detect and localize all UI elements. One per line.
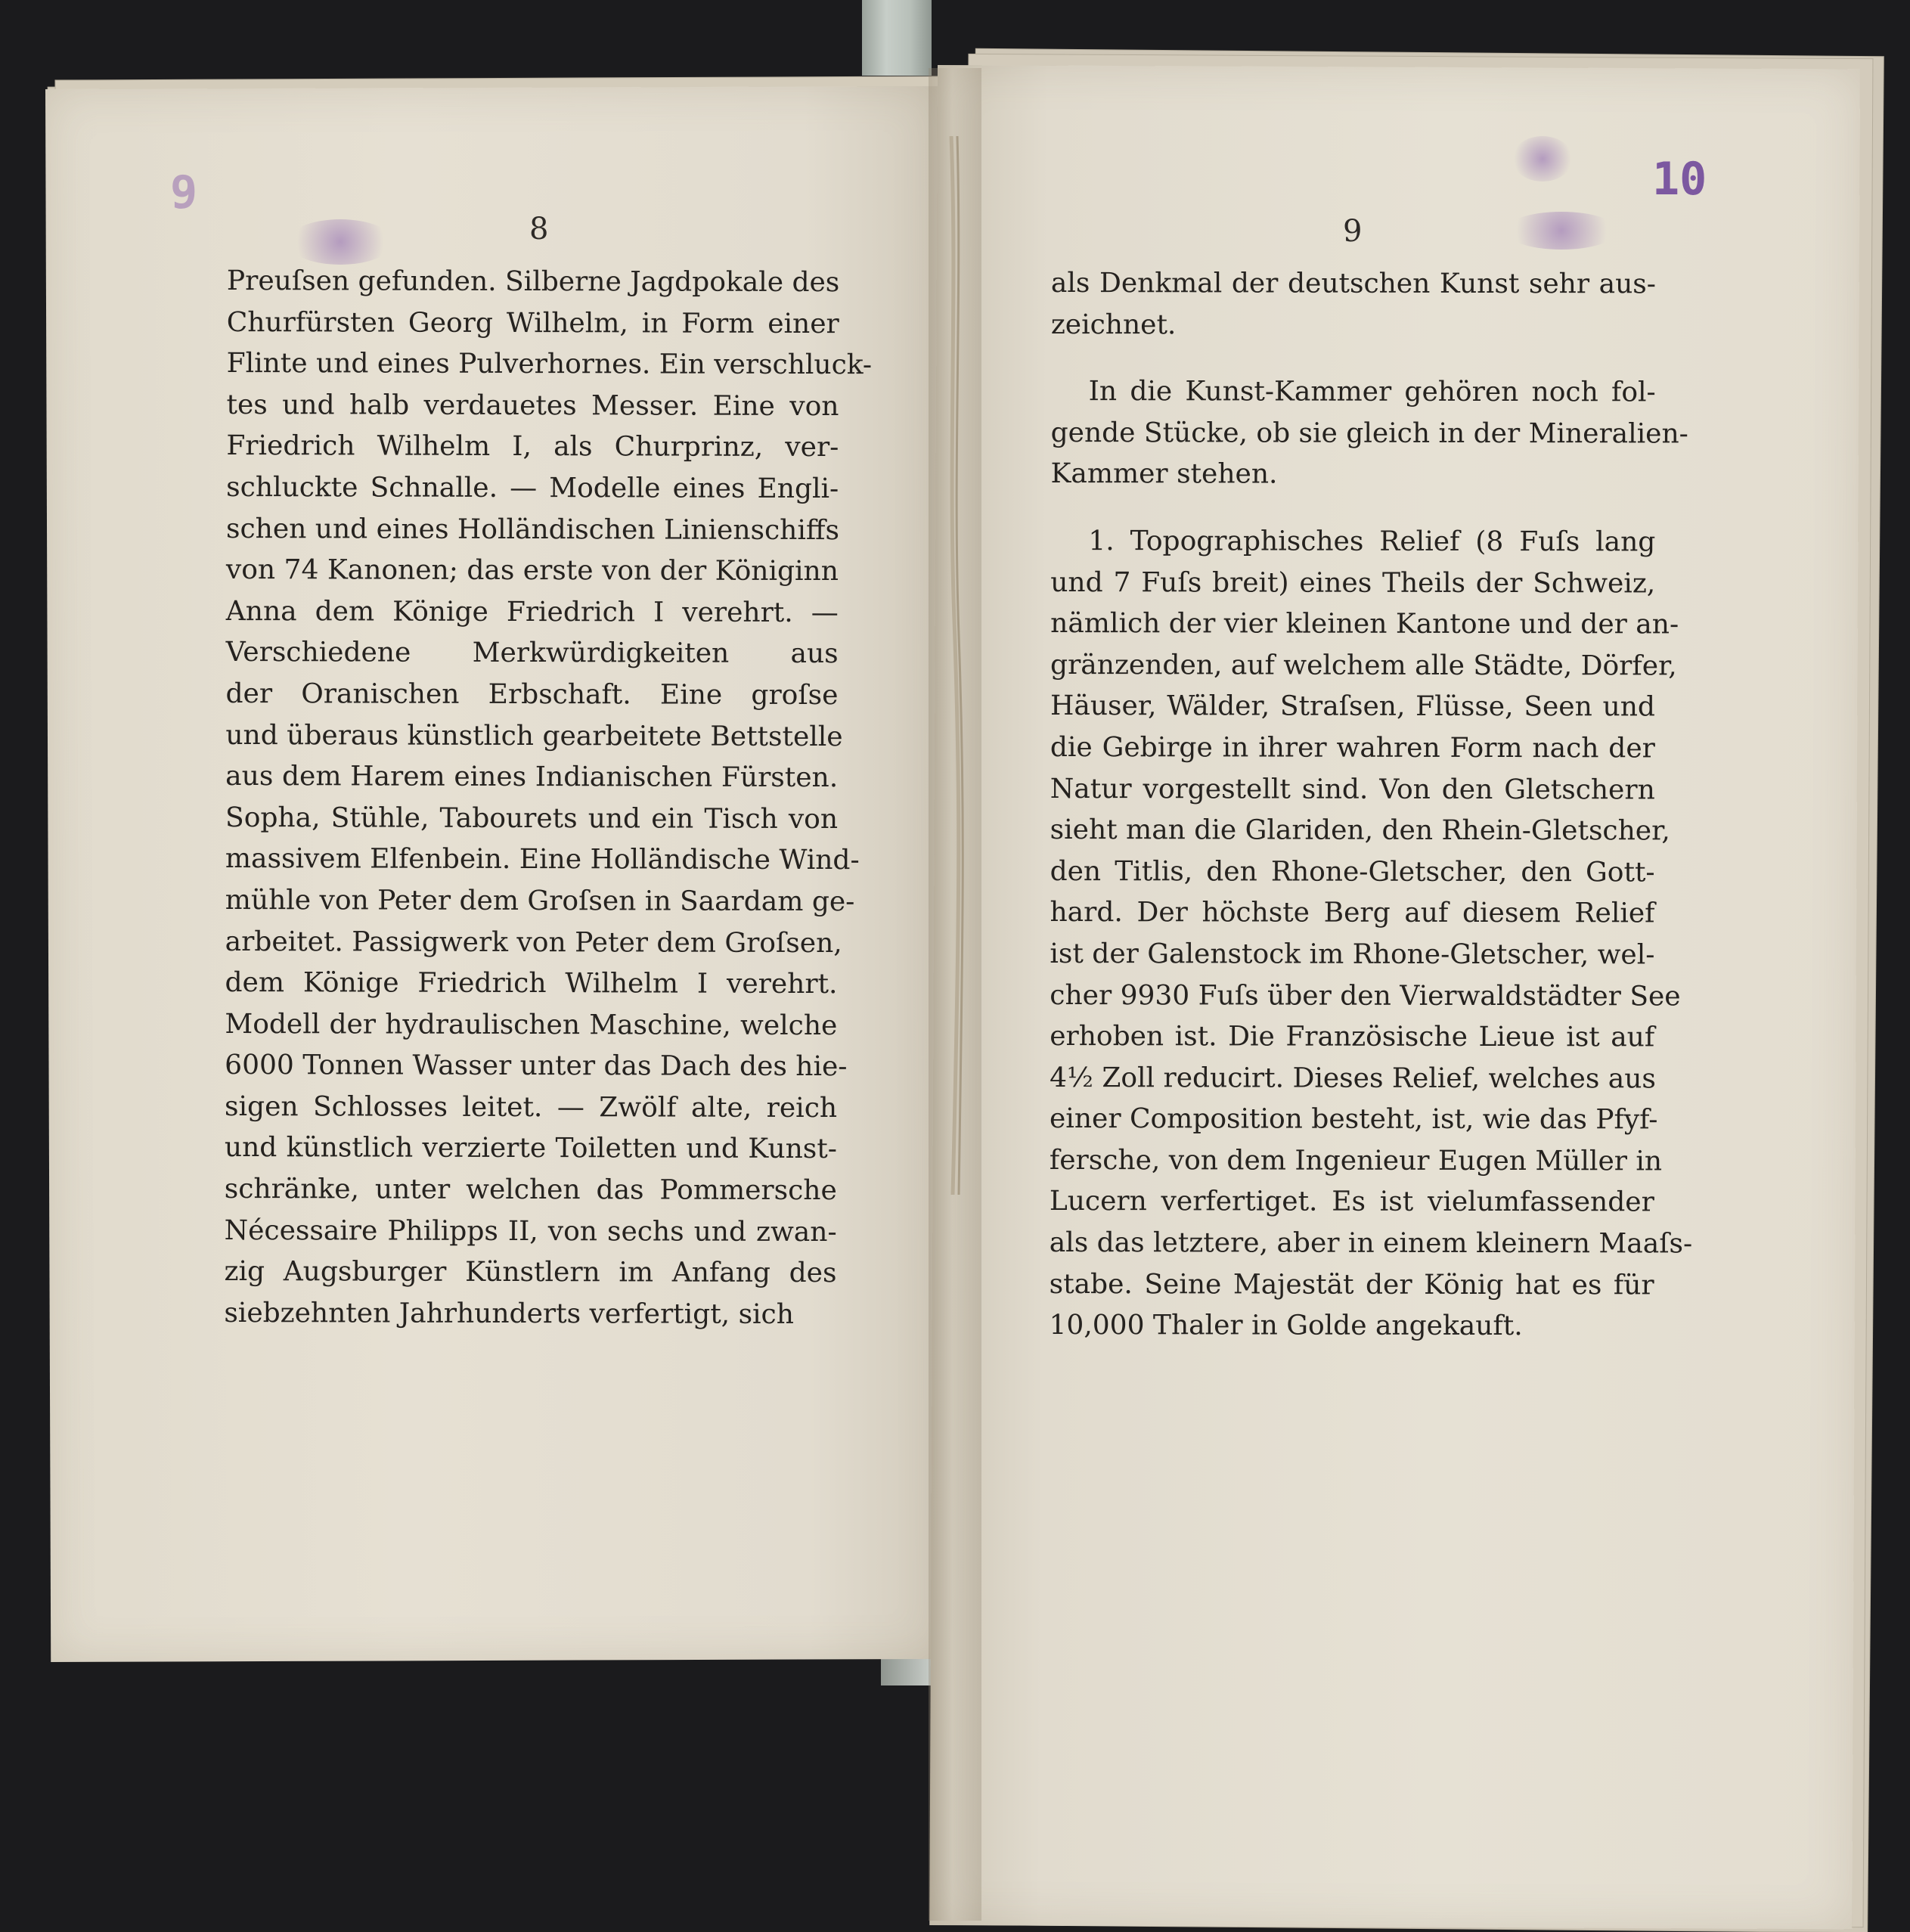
- ink-smudge: [1505, 212, 1618, 250]
- text-line: zig Augsburger Künstlern im Anfang des: [224, 1256, 837, 1289]
- page-number-right: 9: [1343, 214, 1363, 249]
- text-line: tes und halb verdauetes Messer. Eine von: [226, 389, 839, 422]
- text-line: Flinte und eines Pulverhornes. Ein verschluck-: [226, 348, 873, 381]
- text-line: fersche, von dem Ingenieur Eugen Müller in: [1049, 1144, 1663, 1177]
- text-line: hard. Der höchste Berg auf diesem Relief: [1050, 897, 1655, 929]
- text-line: Kammer stehen.: [1050, 458, 1278, 490]
- text-line: erhoben ist. Die Französische Lieue ist auf: [1050, 1021, 1655, 1053]
- text-line: als Denkmal der deutschen Kunst sehr aus-: [1050, 268, 1656, 300]
- text-line: von 74 Kanonen; das erste von der Königinn: [225, 554, 839, 588]
- text-line: einer Composition besteht, ist, wie das Pfyf-: [1049, 1103, 1658, 1136]
- text-line: und überaus künstlich gearbeitete Bettstelle: [225, 719, 843, 752]
- text-line: und 7 Fuſs breit) eines Theils der Schweiz,: [1050, 566, 1656, 599]
- paragraph-gap: [1051, 346, 1656, 372]
- text-line: den Titlis, den Rhone-Gletscher, den Gott-: [1050, 855, 1655, 888]
- text-line: siebzehnten Jahrhunderts verfertigt, sich: [224, 1297, 794, 1330]
- text-line: Lucern verfertiget. Es ist vielumfassender: [1049, 1186, 1654, 1218]
- text-line: aus dem Harem eines Indianischen Fürsten.: [225, 761, 839, 794]
- text-line: ist der Galenstock im Rhone-Gletscher, wel-: [1050, 938, 1655, 971]
- text-line: Preuſsen gefunden. Silberne Jagdpokale des: [226, 265, 840, 299]
- text-line: massivem Elfenbein. Eine Holländische Wind-: [225, 843, 860, 876]
- text-line: sieht man die Glariden, den Rhein-Gletscher,: [1050, 814, 1670, 847]
- text-line: gränzenden, auf welchem alle Städte, Dörfer,: [1050, 649, 1677, 682]
- text-line: schränke, unter welchen das Pommersche: [224, 1174, 837, 1207]
- text-line: 6000 Tonnen Wasser unter das Dach des hie-: [225, 1050, 848, 1083]
- text-line: Churfürsten Georg Wilhelm, in Form einer: [226, 306, 839, 340]
- text-line: gende Stücke, ob sie gleich in der Mineralien-: [1050, 417, 1688, 450]
- text-line: nämlich der vier kleinen Kantone und der an-: [1050, 608, 1679, 640]
- text-line: 1. Topographisches Relief (8 Fuſs lang: [1088, 526, 1656, 558]
- text-line: als das letztere, aber in einem kleinern Maaſs-: [1049, 1227, 1693, 1260]
- paragraph-gap: [1050, 495, 1655, 522]
- text-line: Natur vorgestellt sind. Von den Gletschern: [1050, 773, 1655, 805]
- library-stamp-left: 9: [170, 166, 198, 219]
- text-line: Nécessaire Philipps II, von sechs und zwan-: [224, 1214, 837, 1248]
- ink-smudge: [1512, 136, 1573, 181]
- text-line: mühle von Peter dem Groſsen in Saardam ge-: [225, 884, 855, 918]
- text-line: Sopha, Stühle, Tabourets und ein Tisch von: [225, 802, 839, 835]
- text-line: Modell der hydraulischen Maschine, welche: [225, 1008, 838, 1041]
- ink-smudge: [287, 219, 393, 265]
- left-page-text: [224, 261, 873, 1336]
- text-line: und künstlich verzierte Toiletten und Kunst-: [224, 1132, 837, 1165]
- text-line: sigen Schlosses leitet. — Zwölf alte, reich: [225, 1090, 838, 1124]
- text-line: 10,000 Thaler in Golde angekauft.: [1049, 1310, 1523, 1342]
- text-line: Friedrich Wilhelm I, als Churprinz, ver-: [226, 430, 839, 464]
- text-line: schen und eines Holländischen Linienschiffs: [226, 513, 840, 546]
- text-line: Anna dem Könige Friedrich I verehrt. —: [225, 595, 839, 628]
- binding-thread: [944, 136, 966, 1195]
- text-line: In die Kunst-Kammer gehören noch fol-: [1088, 376, 1656, 408]
- library-stamp-right: 10: [1652, 153, 1707, 206]
- text-line: arbeitet. Passigwerk von Peter dem Groſsen,: [225, 926, 842, 959]
- right-page-text: [1049, 263, 1693, 1347]
- text-line: schluckte Schnalle. — Modelle eines Engli-: [226, 471, 839, 505]
- text-line: die Gebirge in ihrer wahren Form nach der: [1050, 731, 1655, 764]
- text-line: der Oranischen Erbschaft. Eine groſse: [225, 678, 839, 712]
- text-line: zeichnet.: [1050, 309, 1177, 340]
- text-line: Häuser, Wälder, Straſsen, Flüsse, Seen und: [1050, 690, 1656, 723]
- page-number-left: 8: [529, 212, 549, 247]
- text-line: Verschiedene Merkwürdigkeiten aus: [225, 637, 839, 670]
- text-line: dem Könige Friedrich Wilhelm I verehrt.: [225, 967, 838, 1000]
- text-line: cher 9930 Fuſs über den Vierwaldstädter See: [1050, 979, 1681, 1012]
- text-line: 4½ Zoll reducirt. Dieses Relief, welches aus: [1050, 1062, 1656, 1095]
- text-line: stabe. Seine Majestät der König hat es für: [1049, 1268, 1654, 1301]
- spine-strip-top: [862, 0, 932, 76]
